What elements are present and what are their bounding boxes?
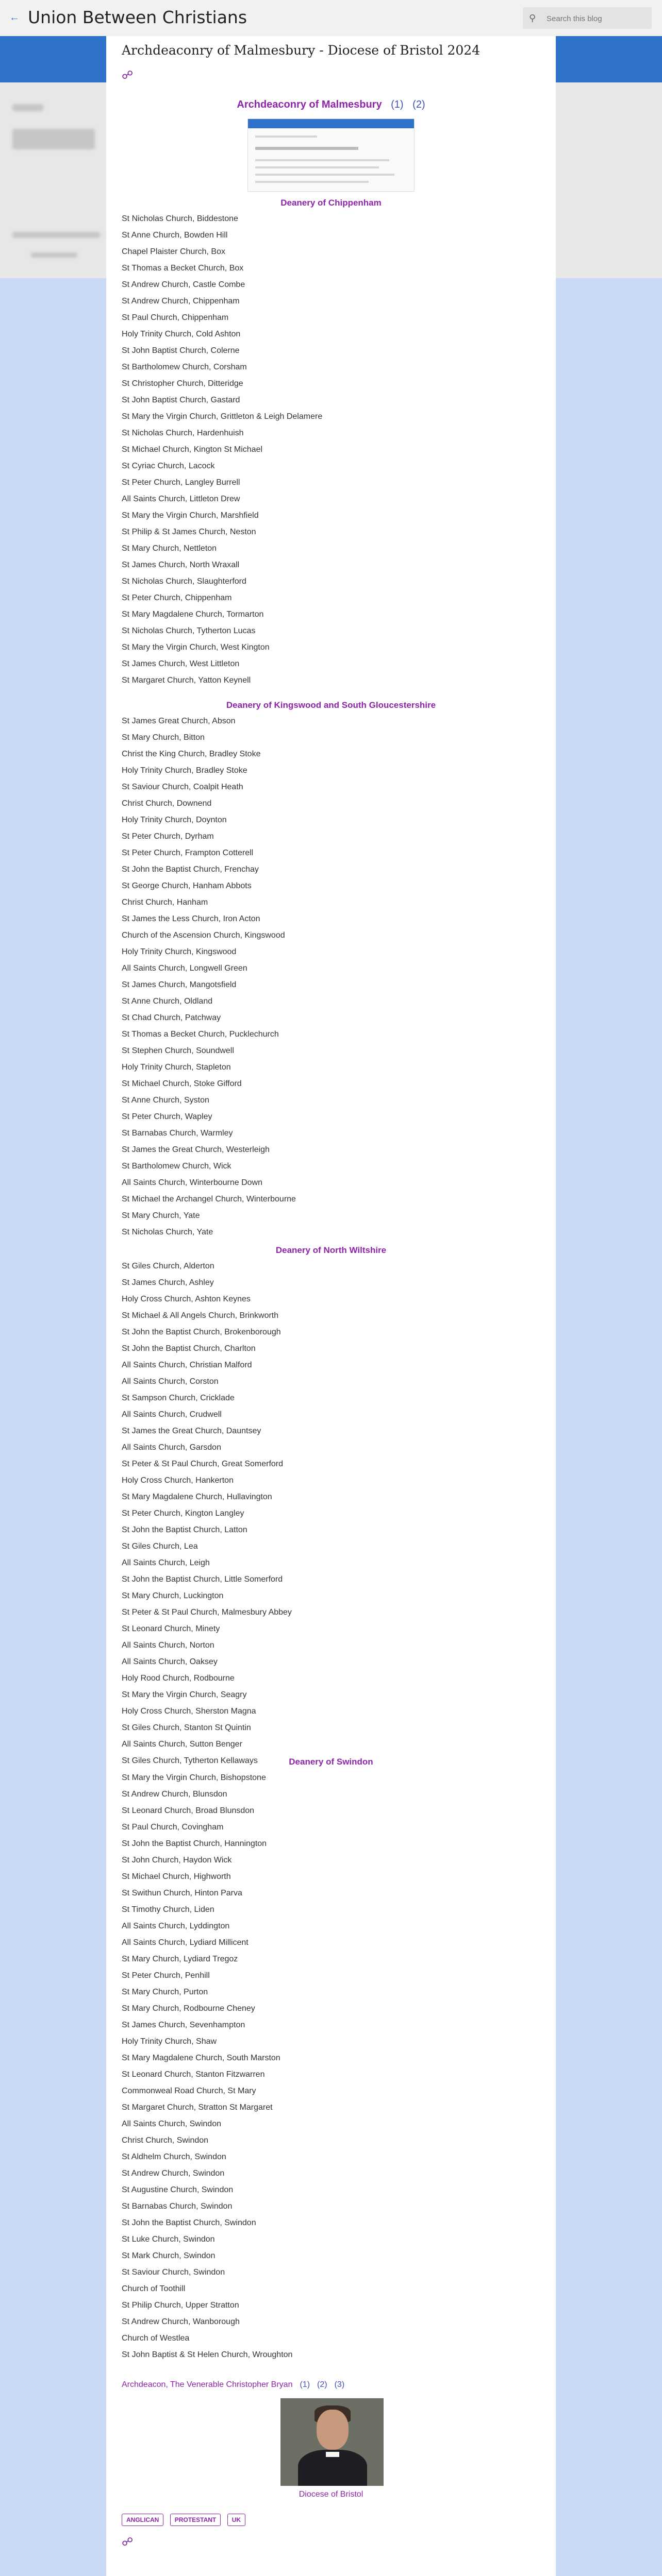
- church-list-item: Christ Church, Swindon: [122, 2136, 209, 2145]
- church-list-item: St Philip Church, Upper Stratton: [122, 2301, 239, 2310]
- blog-title[interactable]: Union Between Christians: [28, 7, 247, 27]
- church-list-item: Holy Cross Church, Ashton Keynes: [122, 1295, 251, 1303]
- label-uk[interactable]: UK: [227, 2514, 245, 2526]
- church-list-item: St Mary Church, Purton: [122, 1988, 208, 1996]
- church-list-item: St Philip & St James Church, Neston: [122, 528, 256, 536]
- share-icon[interactable]: ☍: [122, 69, 134, 81]
- church-list-item: St Peter Church, Frampton Cotterell: [122, 849, 254, 857]
- church-list-item: Christ Church, Hanham: [122, 898, 208, 907]
- church-list-item: All Saints Church, Swindon: [122, 2120, 221, 2128]
- archdeacon-link-3[interactable]: (3): [334, 2380, 345, 2389]
- church-list-item: St Thomas a Becket Church, Box: [122, 264, 244, 273]
- search-input[interactable]: [545, 12, 646, 25]
- church-list-item: Holy Cross Church, Sherston Magna: [122, 1707, 256, 1716]
- label-anglican[interactable]: ANGLICAN: [122, 2514, 163, 2526]
- church-list-item: All Saints Church, Winterbourne Down: [122, 1178, 263, 1187]
- church-list-item: St Michael Church, Kington St Michael: [122, 445, 263, 454]
- church-list-item: St Andrew Church, Chippenham: [122, 297, 240, 306]
- top-bar: [0, 0, 662, 36]
- church-list-item: Chapel Plaister Church, Box: [122, 247, 225, 256]
- share-icon-bottom[interactable]: ☍: [122, 2535, 134, 2548]
- archdeacon-link-2[interactable]: (2): [317, 2380, 327, 2389]
- church-list-item: St Mary the Virgin Church, Grittleton & Leigh Delamere: [122, 412, 323, 421]
- archdeaconry-link-1[interactable]: (1): [391, 99, 404, 110]
- deanery-heading: Deanery of Kingswood and South Gloucestershire: [226, 700, 436, 710]
- church-list-item: St Paul Church, Covingham: [122, 1823, 224, 1832]
- church-list-item: St Mary Magdalene Church, South Marston: [122, 2054, 280, 2062]
- church-list-item: St Mary Church, Nettleton: [122, 544, 217, 553]
- church-list-item: St James the Less Church, Iron Acton: [122, 914, 260, 923]
- church-list-item: St John the Baptist Church, Swindon: [122, 2218, 256, 2227]
- church-list-item: St James the Great Church, Westerleigh: [122, 1145, 270, 1154]
- church-list-item: Holy Trinity Church, Doynton: [122, 816, 227, 824]
- deanery-heading: Deanery of North Wiltshire: [275, 1245, 387, 1255]
- church-list-item: St Peter Church, Penhill: [122, 1971, 210, 1980]
- church-list-item: St Andrew Church, Blunsdon: [122, 1790, 227, 1799]
- search-box[interactable]: [523, 7, 652, 29]
- church-list-item: St Paul Church, Chippenham: [122, 313, 229, 322]
- church-list-item: St James Church, Mangotsfield: [122, 980, 237, 989]
- church-list-item: St Timothy Church, Liden: [122, 1905, 214, 1914]
- church-list-item: Christ Church, Downend: [122, 799, 212, 808]
- church-list-item: St Leonard Church, Minety: [122, 1624, 220, 1633]
- church-list-item: St Margaret Church, Yatton Keynell: [122, 676, 251, 685]
- church-list-item: St James Church, North Wraxall: [122, 561, 240, 569]
- church-list-item: St Mary Magdalene Church, Hullavington: [122, 1493, 272, 1501]
- church-list-item: All Saints Church, Garsdon: [122, 1443, 221, 1452]
- church-list-item: St Andrew Church, Wanborough: [122, 2317, 240, 2326]
- church-list-item: St James Church, Sevenhampton: [122, 2021, 245, 2029]
- church-list-item: All Saints Church, Sutton Benger: [122, 1740, 242, 1749]
- church-list-item: All Saints Church, Littleton Drew: [122, 495, 240, 503]
- church-list-item: St James the Great Church, Dauntsey: [122, 1427, 261, 1435]
- church-list-item: St John the Baptist Church, Frenchay: [122, 865, 259, 874]
- church-list-item: St Mary Church, Yate: [122, 1211, 200, 1220]
- church-list-item: St Peter Church, Kington Langley: [122, 1509, 244, 1518]
- church-list-item: Holy Trinity Church, Stapleton: [122, 1063, 231, 1072]
- church-list-item: Holy Trinity Church, Kingswood: [122, 947, 237, 956]
- church-list-item: St Margaret Church, Stratton St Margaret: [122, 2103, 273, 2112]
- church-list-item: St Christopher Church, Ditteridge: [122, 379, 243, 388]
- search-icon[interactable]: ⚲: [529, 13, 536, 23]
- church-list-item: St Peter Church, Langley Burrell: [122, 478, 240, 487]
- church-list-item: All Saints Church, Corston: [122, 1377, 219, 1386]
- church-list-item: St Leonard Church, Stanton Fitzwarren: [122, 2070, 265, 2079]
- church-list-item: St Mary the Virgin Church, West Kington: [122, 643, 270, 652]
- label-protestant[interactable]: PROTESTANT: [170, 2514, 221, 2526]
- back-arrow-icon[interactable]: ←: [9, 12, 20, 23]
- church-list-item: St Mary Church, Luckington: [122, 1591, 224, 1600]
- church-list-item: St George Church, Hanham Abbots: [122, 882, 252, 890]
- church-list-item: All Saints Church, Lyddington: [122, 1922, 230, 1930]
- post-card: [106, 33, 556, 2576]
- church-list-item: St Mary the Virgin Church, Bishopstone: [122, 1773, 266, 1782]
- archdeaconry-heading: [106, 99, 556, 111]
- church-list-item: St Peter Church, Dyrham: [122, 832, 214, 841]
- archdeaconry-title: Archdeaconry of Malmesbury: [237, 99, 382, 110]
- church-list-item: St Mary the Virgin Church, Marshfield: [122, 511, 259, 520]
- church-list-item: St Michael the Archangel Church, Winterbourne: [122, 1195, 296, 1204]
- archdeaconry-link-2[interactable]: (2): [412, 99, 425, 110]
- deanery-heading: Deanery of Chippenham: [280, 198, 382, 208]
- church-list-item: St Mary the Virgin Church, Seagry: [122, 1690, 247, 1699]
- church-list-item: St Peter Church, Chippenham: [122, 594, 232, 602]
- church-list-item: St Michael Church, Highworth: [122, 1872, 231, 1881]
- deanery-heading: Deanery of Swindon: [289, 1757, 373, 1767]
- post-labels: [122, 2514, 250, 2526]
- church-list-item: St Giles Church, Alderton: [122, 1262, 214, 1270]
- screenshot-thumbnail[interactable]: [247, 118, 415, 192]
- church-list-item: St Thomas a Becket Church, Pucklechurch: [122, 1030, 279, 1039]
- church-list-item: St James Church, West Littleton: [122, 659, 240, 668]
- church-list-item: Church of Westlea: [122, 2334, 190, 2343]
- church-list-item: Christ the King Church, Bradley Stoke: [122, 750, 261, 758]
- archdeacon-line: [122, 2380, 344, 2389]
- post-title: Archdeaconry of Malmesbury - Diocese of Bristol 2024: [122, 43, 481, 58]
- church-list-item: St John Church, Haydon Wick: [122, 1856, 232, 1865]
- church-list-item: St Peter Church, Wapley: [122, 1112, 212, 1121]
- church-list-item: St Stephen Church, Soundwell: [122, 1046, 234, 1055]
- church-list-item: St Andrew Church, Castle Combe: [122, 280, 245, 289]
- church-list-item: St Giles Church, Lea: [122, 1542, 198, 1551]
- church-list-item: Holy Trinity Church, Shaw: [122, 2037, 217, 2046]
- church-list-item: St James Church, Ashley: [122, 1278, 214, 1287]
- church-list-item: St John the Baptist Church, Brokenborough: [122, 1328, 281, 1336]
- church-list-item: St Barnabas Church, Swindon: [122, 2202, 233, 2211]
- church-list-item: Holy Cross Church, Hankerton: [122, 1476, 234, 1485]
- church-list-item: St Anne Church, Oldland: [122, 997, 213, 1006]
- church-list-item: All Saints Church, Longwell Green: [122, 964, 247, 973]
- church-list-item: St Peter & St Paul Church, Malmesbury Abbey: [122, 1608, 292, 1617]
- church-list-item: St Giles Church, Stanton St Quintin: [122, 1723, 251, 1732]
- church-list-item: St James Great Church, Abson: [122, 717, 236, 725]
- archdeacon-photo[interactable]: [280, 2398, 384, 2486]
- church-list-item: St Aldhelm Church, Swindon: [122, 2153, 226, 2161]
- image-caption[interactable]: Diocese of Bristol: [299, 2490, 363, 2499]
- church-list-item: Commonweal Road Church, St Mary: [122, 2087, 256, 2095]
- church-list-item: Holy Trinity Church, Cold Ashton: [122, 330, 241, 338]
- church-list-item: St Mary Church, Rodbourne Cheney: [122, 2004, 255, 2013]
- church-list-item: St Michael & All Angels Church, Brinkworth: [122, 1311, 279, 1320]
- church-list-item: St Giles Church, Tytherton Kellaways: [122, 1756, 258, 1765]
- church-list-item: St Saviour Church, Swindon: [122, 2268, 225, 2277]
- church-list-item: All Saints Church, Norton: [122, 1641, 214, 1650]
- church-list-item: St Leonard Church, Broad Blunsdon: [122, 1806, 255, 1815]
- church-list-item: St Swithun Church, Hinton Parva: [122, 1889, 242, 1897]
- church-list-item: St Nicholas Church, Yate: [122, 1228, 213, 1236]
- church-list-item: St Nicholas Church, Hardenhuish: [122, 429, 244, 437]
- church-list-item: St Saviour Church, Coalpit Heath: [122, 783, 243, 791]
- church-list-item: St John the Baptist Church, Little Somerford: [122, 1575, 283, 1584]
- church-list-item: St Nicholas Church, Tytherton Lucas: [122, 626, 256, 635]
- church-list-item: St Anne Church, Bowden Hill: [122, 231, 228, 240]
- church-list-item: St Peter & St Paul Church, Great Somerford: [122, 1460, 284, 1468]
- church-list-item: Holy Trinity Church, Bradley Stoke: [122, 766, 247, 775]
- church-list-item: St Mary Magdalene Church, Tormarton: [122, 610, 264, 619]
- church-list-item: Church of the Ascension Church, Kingswood: [122, 931, 285, 940]
- church-list-item: St John the Baptist Church, Charlton: [122, 1344, 256, 1353]
- church-list-item: St John Baptist Church, Gastard: [122, 396, 240, 404]
- church-list-item: St Chad Church, Patchway: [122, 1013, 221, 1022]
- church-list-item: Church of Toothill: [122, 2284, 186, 2293]
- church-list-item: St John the Baptist Church, Hannington: [122, 1839, 267, 1848]
- church-list-item: St Augustine Church, Swindon: [122, 2185, 234, 2194]
- church-list-item: All Saints Church, Leigh: [122, 1558, 210, 1567]
- church-list-item: St Sampson Church, Cricklade: [122, 1394, 235, 1402]
- church-list-item: St Mary Church, Lydiard Tregoz: [122, 1955, 238, 1963]
- church-list-item: All Saints Church, Oaksey: [122, 1657, 218, 1666]
- church-list-item: St Michael Church, Stoke Gifford: [122, 1079, 242, 1088]
- church-list-item: St John Baptist Church, Colerne: [122, 346, 240, 355]
- church-list-item: All Saints Church, Lydiard Millicent: [122, 1938, 249, 1947]
- church-list-item: Holy Rood Church, Rodbourne: [122, 1674, 235, 1683]
- church-list-item: St Luke Church, Swindon: [122, 2235, 215, 2244]
- church-list-item: All Saints Church, Crudwell: [122, 1410, 222, 1419]
- archdeacon-link-1[interactable]: (1): [300, 2380, 310, 2389]
- church-list-item: St John Baptist & St Helen Church, Wroughton: [122, 2350, 293, 2359]
- archdeacon-name[interactable]: Archdeacon, The Venerable Christopher Bryan: [122, 2380, 293, 2389]
- church-list-item: St Cyriac Church, Lacock: [122, 462, 215, 470]
- church-list-item: St Nicholas Church, Slaughterford: [122, 577, 246, 586]
- church-list-item: St Mary Church, Bitton: [122, 733, 205, 742]
- church-list-item: St Andrew Church, Swindon: [122, 2169, 225, 2178]
- church-list-item: St Bartholomew Church, Wick: [122, 1162, 231, 1171]
- church-list-item: St Mark Church, Swindon: [122, 2251, 216, 2260]
- church-list-item: St John the Baptist Church, Latton: [122, 1526, 247, 1534]
- church-list-item: St Bartholomew Church, Corsham: [122, 363, 247, 371]
- church-list-item: All Saints Church, Christian Malford: [122, 1361, 252, 1369]
- church-list-item: St Anne Church, Syston: [122, 1096, 209, 1105]
- church-list-item: St Nicholas Church, Biddestone: [122, 214, 238, 223]
- church-list-item: St Barnabas Church, Warmley: [122, 1129, 233, 1138]
